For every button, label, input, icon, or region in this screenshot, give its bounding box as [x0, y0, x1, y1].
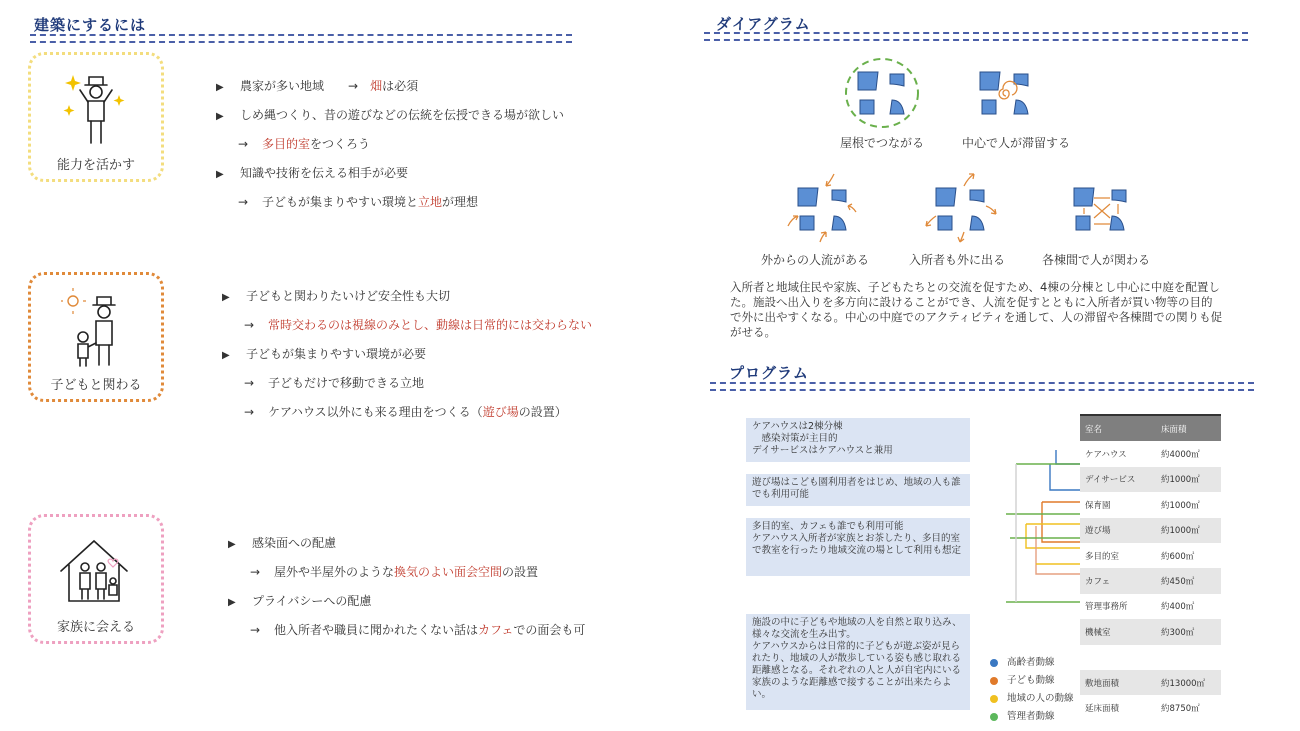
program-heading: プログラム	[729, 364, 809, 382]
table-row	[1080, 441, 1221, 466]
room-name-cell: 多目的室	[1080, 543, 1156, 568]
table-row	[1080, 518, 1221, 543]
legend-label: 高齢者動線	[1007, 657, 1055, 668]
line-text: の設置）	[518, 405, 567, 419]
room-area-cell: 約300㎡	[1156, 619, 1221, 644]
legend-item	[990, 708, 1055, 722]
table-row	[1080, 467, 1221, 492]
program-note-multipurpose: 多目的室、カフェも誰でも利用可能 ケアハウス入所者が家族とお茶したり、多目的室で教室を行ったり地域交流の場として利用も想定	[746, 518, 970, 576]
legend-label: 地域の人の動線	[1007, 693, 1074, 704]
table-header-row	[1080, 415, 1221, 441]
program-note-carehouse: ケアハウスは2棟分棟 感染対策が主目的 デイサービスはケアハウスと兼用	[746, 418, 970, 462]
table-row	[1080, 695, 1221, 720]
legend-item	[990, 654, 1055, 668]
room-area-table	[1080, 414, 1221, 721]
legend-dot-icon	[990, 695, 998, 703]
diagram-label: 入所者も外に出る	[908, 253, 1005, 267]
line-text: 感染面への配慮	[252, 536, 337, 550]
card-family	[28, 514, 164, 644]
arrow-right-icon: →	[250, 623, 261, 637]
legend-dot-icon	[990, 659, 998, 667]
triangle-bullet-icon: ▶	[222, 292, 230, 303]
line-text: ケアハウス以外にも来る理由をつくる（	[268, 405, 483, 419]
line-text: 知識や技術を伝える相手が必要	[240, 166, 409, 180]
highlight-text: 換気のよい面会空間	[394, 565, 503, 579]
table-row	[1080, 619, 1221, 644]
table-row	[1080, 594, 1221, 619]
arrow-line	[238, 135, 370, 152]
room-name-cell: 保育園	[1080, 492, 1156, 517]
line-text: は必須	[382, 79, 419, 93]
diagram-label: 中心で人が滞留する	[961, 136, 1070, 150]
diagram-label: 各棟間で人が関わる	[1041, 253, 1150, 267]
line-text: 他入所者や職員に聞かれたくない話は	[274, 623, 479, 637]
diagram-label: 屋根でつながる	[839, 136, 924, 150]
left-heading: 建築にするには	[34, 16, 147, 34]
line-text: 子どもが集まりやすい環境と	[262, 195, 419, 209]
room-name-cell: 管理事務所	[1080, 594, 1156, 619]
table-row	[1080, 492, 1221, 517]
legend-dot-icon	[990, 677, 998, 685]
diagram-description: 入所者と地域住民や家族、子どもたちとの交流を促すため、4棟の分棟とし中心に中庭を配置した。施設へ出入りを多方向に設けることができ、人流を促すとともに入所者が買い物等の目的で外に出やすくなる。中心の中庭でのアクティビティを通して、人の滞留や各棟間での関りも促がせる。	[730, 280, 1223, 339]
room-name-cell	[1080, 645, 1156, 670]
legend-dot-icon	[990, 713, 998, 721]
diagram-label: 外からの人流がある	[760, 253, 869, 267]
inter-building-diagram	[1066, 180, 1136, 242]
arrow-line	[250, 563, 538, 580]
arrow-line	[238, 193, 478, 210]
table-header-cell: 室名	[1080, 415, 1156, 441]
table-row	[1080, 645, 1221, 670]
line-text: をつくろう	[310, 137, 371, 151]
room-area-cell: 約600㎡	[1156, 543, 1221, 568]
inflow-diagram	[786, 172, 862, 244]
line-text: しめ縄つくり、昔の遊びなどの伝統を伝授できる場が欲しい	[240, 108, 565, 122]
triangle-bullet-icon: ▶	[216, 82, 224, 93]
legend-item	[990, 690, 1074, 704]
card-label: 能力を活かす	[56, 158, 135, 173]
room-area-cell: 約13000㎡	[1156, 670, 1221, 695]
triangle-bullet-icon: ▶	[216, 169, 224, 180]
table-row	[1080, 670, 1221, 695]
room-name-cell: ケアハウス	[1080, 441, 1156, 466]
farmer-icon	[61, 65, 131, 155]
room-name-cell: デイサービス	[1080, 467, 1156, 492]
bullet-line	[222, 287, 450, 304]
room-area-cell: 約4000㎡	[1156, 441, 1221, 466]
program-heading-underline	[710, 382, 1254, 391]
room-area-cell: 約1000㎡	[1156, 467, 1221, 492]
card-label: 家族に会える	[56, 620, 135, 635]
line-text: が理想	[442, 195, 479, 209]
center-stay-diagram	[974, 66, 1038, 124]
arrow-right-icon: →	[250, 565, 261, 579]
bullet-line	[216, 106, 564, 123]
arrow-line	[244, 374, 424, 391]
roof-connect-diagram	[842, 56, 922, 130]
room-area-cell: 約400㎡	[1156, 594, 1221, 619]
highlight-text: 立地	[418, 195, 443, 209]
room-name-cell: カフェ	[1080, 568, 1156, 593]
arrow-right-icon: →	[238, 137, 249, 151]
card-children	[28, 272, 164, 402]
legend-label: 子ども動線	[1007, 675, 1055, 686]
arrow-right-icon: →	[244, 376, 255, 390]
arrow-line	[250, 621, 585, 638]
circulation-lines	[1006, 414, 1082, 614]
card-ability	[28, 52, 164, 182]
room-area-cell: 約1000㎡	[1156, 518, 1221, 543]
bullet-line	[228, 534, 336, 551]
program-note-playground: 遊び場はこども園利用者をはじめ、地域の人も誰でも利用可能	[746, 474, 970, 506]
triangle-bullet-icon: ▶	[228, 597, 236, 608]
program-note-concept: 施設の中に子どもや地域の人を自然と取り込み、様々な交流を生み出す。 ケアハウスからは日常的に子どもが遊ぶ姿が見られたり、地域の人が散歩している姿も感じ取れる距離感となる。それぞれの人と人が自宅内にいる家族のような距離感で接することが出来たらよい。	[746, 614, 970, 710]
room-name-cell: 遊び場	[1080, 518, 1156, 543]
elder-with-child-icon	[61, 285, 131, 375]
table-row	[1080, 543, 1221, 568]
bullet-line	[216, 164, 408, 181]
arrow-line	[244, 316, 592, 333]
line-text: での面会も可	[513, 623, 586, 637]
room-area-cell: 約450㎡	[1156, 568, 1221, 593]
table-header-cell: 床面積	[1156, 415, 1221, 441]
line-text: 子どもだけで移動できる立地	[268, 376, 425, 390]
room-area-cell	[1156, 645, 1221, 670]
card-label: 子どもと関わる	[50, 378, 142, 393]
highlight-text: 多目的室	[262, 137, 311, 151]
room-area-cell: 約8750㎡	[1156, 695, 1221, 720]
arrow-right-icon: →	[244, 405, 255, 419]
line-text: 子どもと関わりたいけど安全性も大切	[246, 289, 451, 303]
residents-out-diagram	[924, 172, 1000, 244]
highlight-text: 常時交わるのは視線のみとし、動線は日常的には交わらない	[268, 318, 593, 332]
room-name-cell: 機械室	[1080, 619, 1156, 644]
diagram-heading-underline	[704, 32, 1248, 41]
room-name-cell: 延床面積	[1080, 695, 1156, 720]
bullet-line	[216, 77, 418, 94]
line-text: 農家が多い地域 →	[240, 79, 371, 93]
line-text: 屋外や半屋外のような	[274, 565, 395, 579]
table-row	[1080, 568, 1221, 593]
highlight-text: 遊び場	[482, 405, 519, 419]
left-heading-underline	[30, 34, 572, 43]
legend-item	[990, 672, 1055, 686]
line-text: プライバシーへの配慮	[252, 594, 372, 608]
highlight-text: 畑	[370, 79, 383, 93]
highlight-text: カフェ	[478, 623, 514, 637]
family-house-icon	[57, 527, 131, 617]
triangle-bullet-icon: ▶	[228, 539, 236, 550]
legend-label: 管理者動線	[1007, 711, 1055, 722]
room-name-cell: 敷地面積	[1080, 670, 1156, 695]
diagram-heading: ダイアグラム	[716, 15, 811, 33]
triangle-bullet-icon: ▶	[222, 350, 230, 361]
line-text: の設置	[502, 565, 539, 579]
room-area-cell: 約1000㎡	[1156, 492, 1221, 517]
bullet-line	[228, 592, 371, 609]
bullet-line	[222, 345, 426, 362]
arrow-right-icon: →	[244, 318, 255, 332]
arrow-right-icon: →	[238, 195, 249, 209]
arrow-line	[244, 403, 567, 420]
triangle-bullet-icon: ▶	[216, 111, 224, 122]
line-text: 子どもが集まりやすい環境が必要	[246, 347, 427, 361]
